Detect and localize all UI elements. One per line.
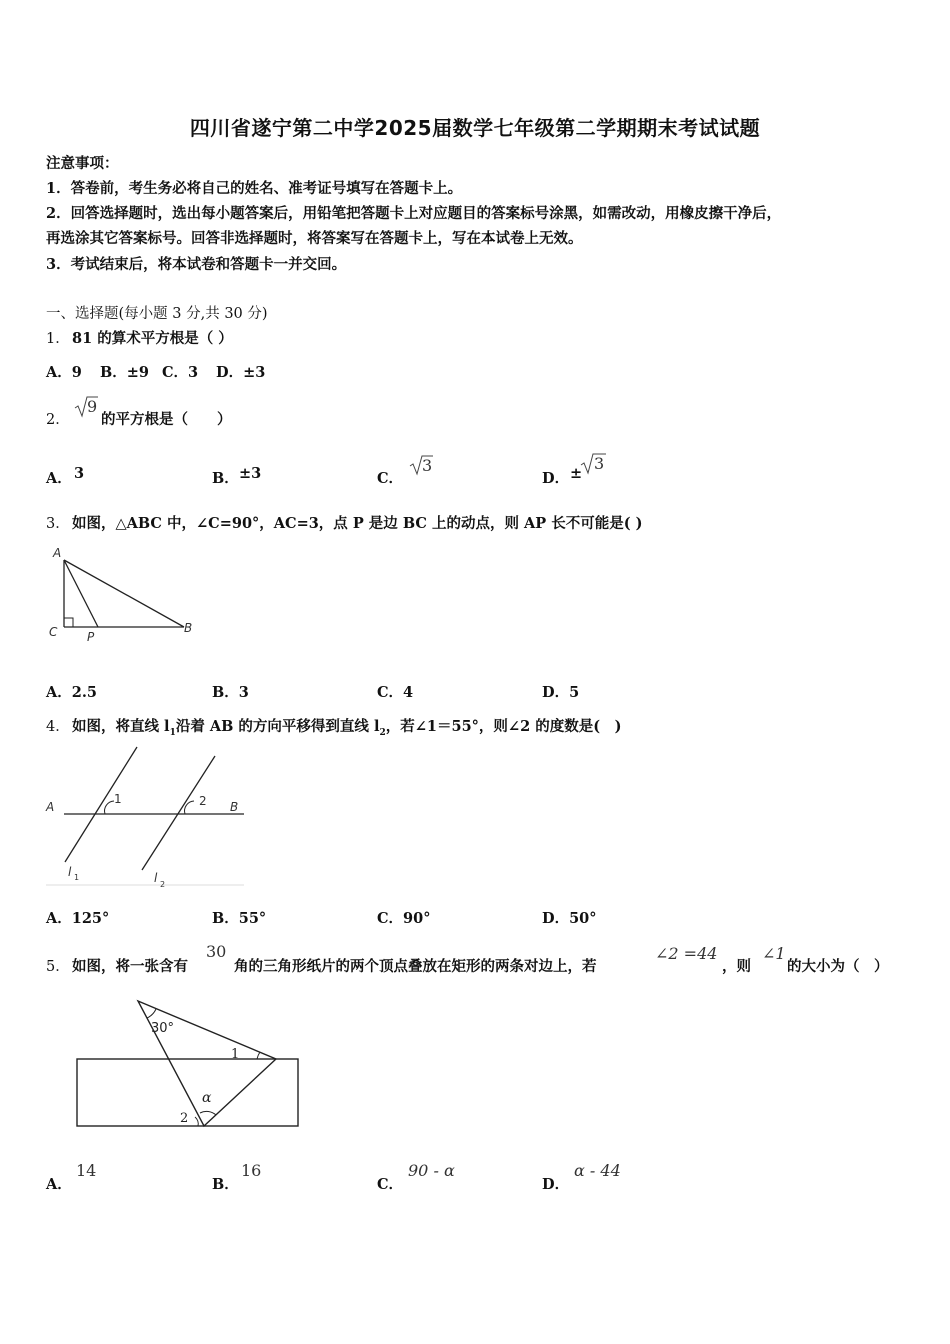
q2-option-c-label: C． [377, 470, 404, 487]
q2-option-a-label: A． [46, 470, 72, 487]
q4-option-b: B．55° [212, 910, 267, 927]
q5-option-b-label: B． [212, 1176, 239, 1193]
page-title: 四川省遂宁第二中学2025届数学七年级第二学期期末考试试题 [189, 116, 761, 140]
q4-label-l1-sub: 1 [74, 873, 80, 882]
q4-parallel-lines-figure [44, 742, 254, 892]
q4-stem-sub2: 2 [379, 727, 386, 738]
q4-number: 4． [46, 719, 70, 735]
q4-option-c: C．90° [377, 910, 431, 927]
q3-option-c: C．4 [377, 684, 414, 701]
q5-option-c-value: 90 - α [408, 1161, 455, 1180]
q4-label-l1: l [68, 865, 72, 879]
q5-math-angle1: ∠1 [762, 944, 786, 963]
q5-stem-part2: 角的三角形纸片的两个顶点叠放在矩形的两条对边上，若 [234, 958, 597, 975]
q2-radicand: 9 [87, 397, 98, 416]
q5-option-c-label: C． [377, 1176, 404, 1193]
q3-number: 3． [46, 516, 70, 532]
q5-math-30: 30 [206, 942, 227, 961]
q4-option-d: D．50° [542, 910, 597, 927]
q2-option-d-radicand: 3 [594, 454, 605, 473]
q3-stem: 如图，△ABC 中，∠C=90°，AC=3，点 P 是边 BC 上的动点，则 AP 长不可能是( ) [72, 515, 643, 532]
q4-stem-part1: 如图，将直线 l [72, 718, 170, 735]
q5-option-d-value: α - 44 [574, 1161, 621, 1180]
q3-triangle-figure [44, 540, 214, 650]
q5-option-d-label: D． [542, 1176, 570, 1193]
q5-option-a-label: A． [46, 1176, 72, 1193]
notice-item-2: 2．回答选择题时，选出每小题答案后，用铅笔把答题卡上对应题目的答案标号涂黑，如需改动，用橡皮擦干净后， [46, 205, 782, 222]
q2-stem: 的平方根是（ ） [101, 411, 232, 428]
q4-angle-2: 2 [199, 794, 207, 808]
notice-heading: 注意事项： [46, 155, 119, 172]
q4-label-a: A [46, 800, 55, 814]
q4-stem [72, 715, 621, 738]
q4-stem-part2: 沿着 AB 的方向平移得到直线 l [175, 718, 380, 735]
q1-option-d: D．±3 [216, 364, 266, 381]
q4-angle-1: 1 [114, 792, 122, 806]
q4-label-l2: l [154, 871, 158, 885]
q5-angle-alpha: α [202, 1090, 212, 1106]
q2-number: 2． [46, 412, 70, 428]
q5-stem-part1: 如图，将一张含有 [72, 958, 188, 975]
section-heading: 一、选择题(每小题 3 分,共 30 分) [46, 306, 268, 322]
q3-label-a: A [53, 546, 62, 560]
notice-item-3: 3．考试结束后，将本试卷和答题卡一并交回。 [46, 256, 347, 273]
q3-label-c: C [49, 625, 58, 639]
q5-triangle-rectangle-figure [74, 996, 304, 1132]
q4-option-a: A．125° [46, 910, 110, 927]
q3-label-p: P [87, 630, 95, 644]
q2-option-b-label: B． [212, 470, 239, 487]
q1-stem: 81 的算术平方根是（ ） [72, 330, 233, 347]
q5-stem-part4: 的大小为（ ） [787, 958, 889, 975]
q2-option-b-value: ±3 [239, 465, 262, 482]
q5-number: 5． [46, 959, 70, 975]
q2-option-c-radicand: 3 [422, 456, 433, 475]
q1-option-c: C．3 [162, 364, 199, 381]
q4-stem-part3: ，若∠1＝55°，则∠2 的度数是( ) [385, 718, 622, 735]
q1-option-a: A．9 [46, 364, 82, 381]
q5-angle-1: 1 [231, 1047, 240, 1062]
q2-option-a-value: 3 [74, 465, 85, 482]
notice-item-1: 1．答卷前，考生务必将自己的姓名、准考证号填写在答题卡上。 [46, 180, 463, 197]
q5-option-a-value: 14 [76, 1161, 97, 1180]
q3-option-d: D．5 [542, 684, 580, 701]
q1-option-b: B．±9 [100, 364, 149, 381]
q4-label-l2-sub: 2 [160, 880, 166, 889]
q5-angle-2: 2 [180, 1111, 189, 1126]
q2-option-d-pm: ± [570, 465, 583, 482]
q4-stem-sub1: 1 [169, 727, 176, 738]
q5-math-angle2: ∠2 =44 [655, 944, 718, 963]
q3-option-a: A．2.5 [46, 684, 97, 701]
q3-label-b: B [184, 621, 193, 635]
notice-item-2-cont: 再选涂其它答案标号。回答非选择题时，将答案写在答题卡上，写在本试卷上无效。 [46, 230, 583, 247]
q5-option-b-value: 16 [241, 1161, 262, 1180]
q5-label-30deg: 30° [151, 1021, 175, 1036]
q3-option-b: B．3 [212, 684, 249, 701]
q4-label-b: B [230, 800, 239, 814]
q2-option-d-label: D． [542, 470, 570, 487]
q1-number: 1． [46, 331, 70, 347]
q5-stem-part3: ，则 [722, 958, 751, 975]
